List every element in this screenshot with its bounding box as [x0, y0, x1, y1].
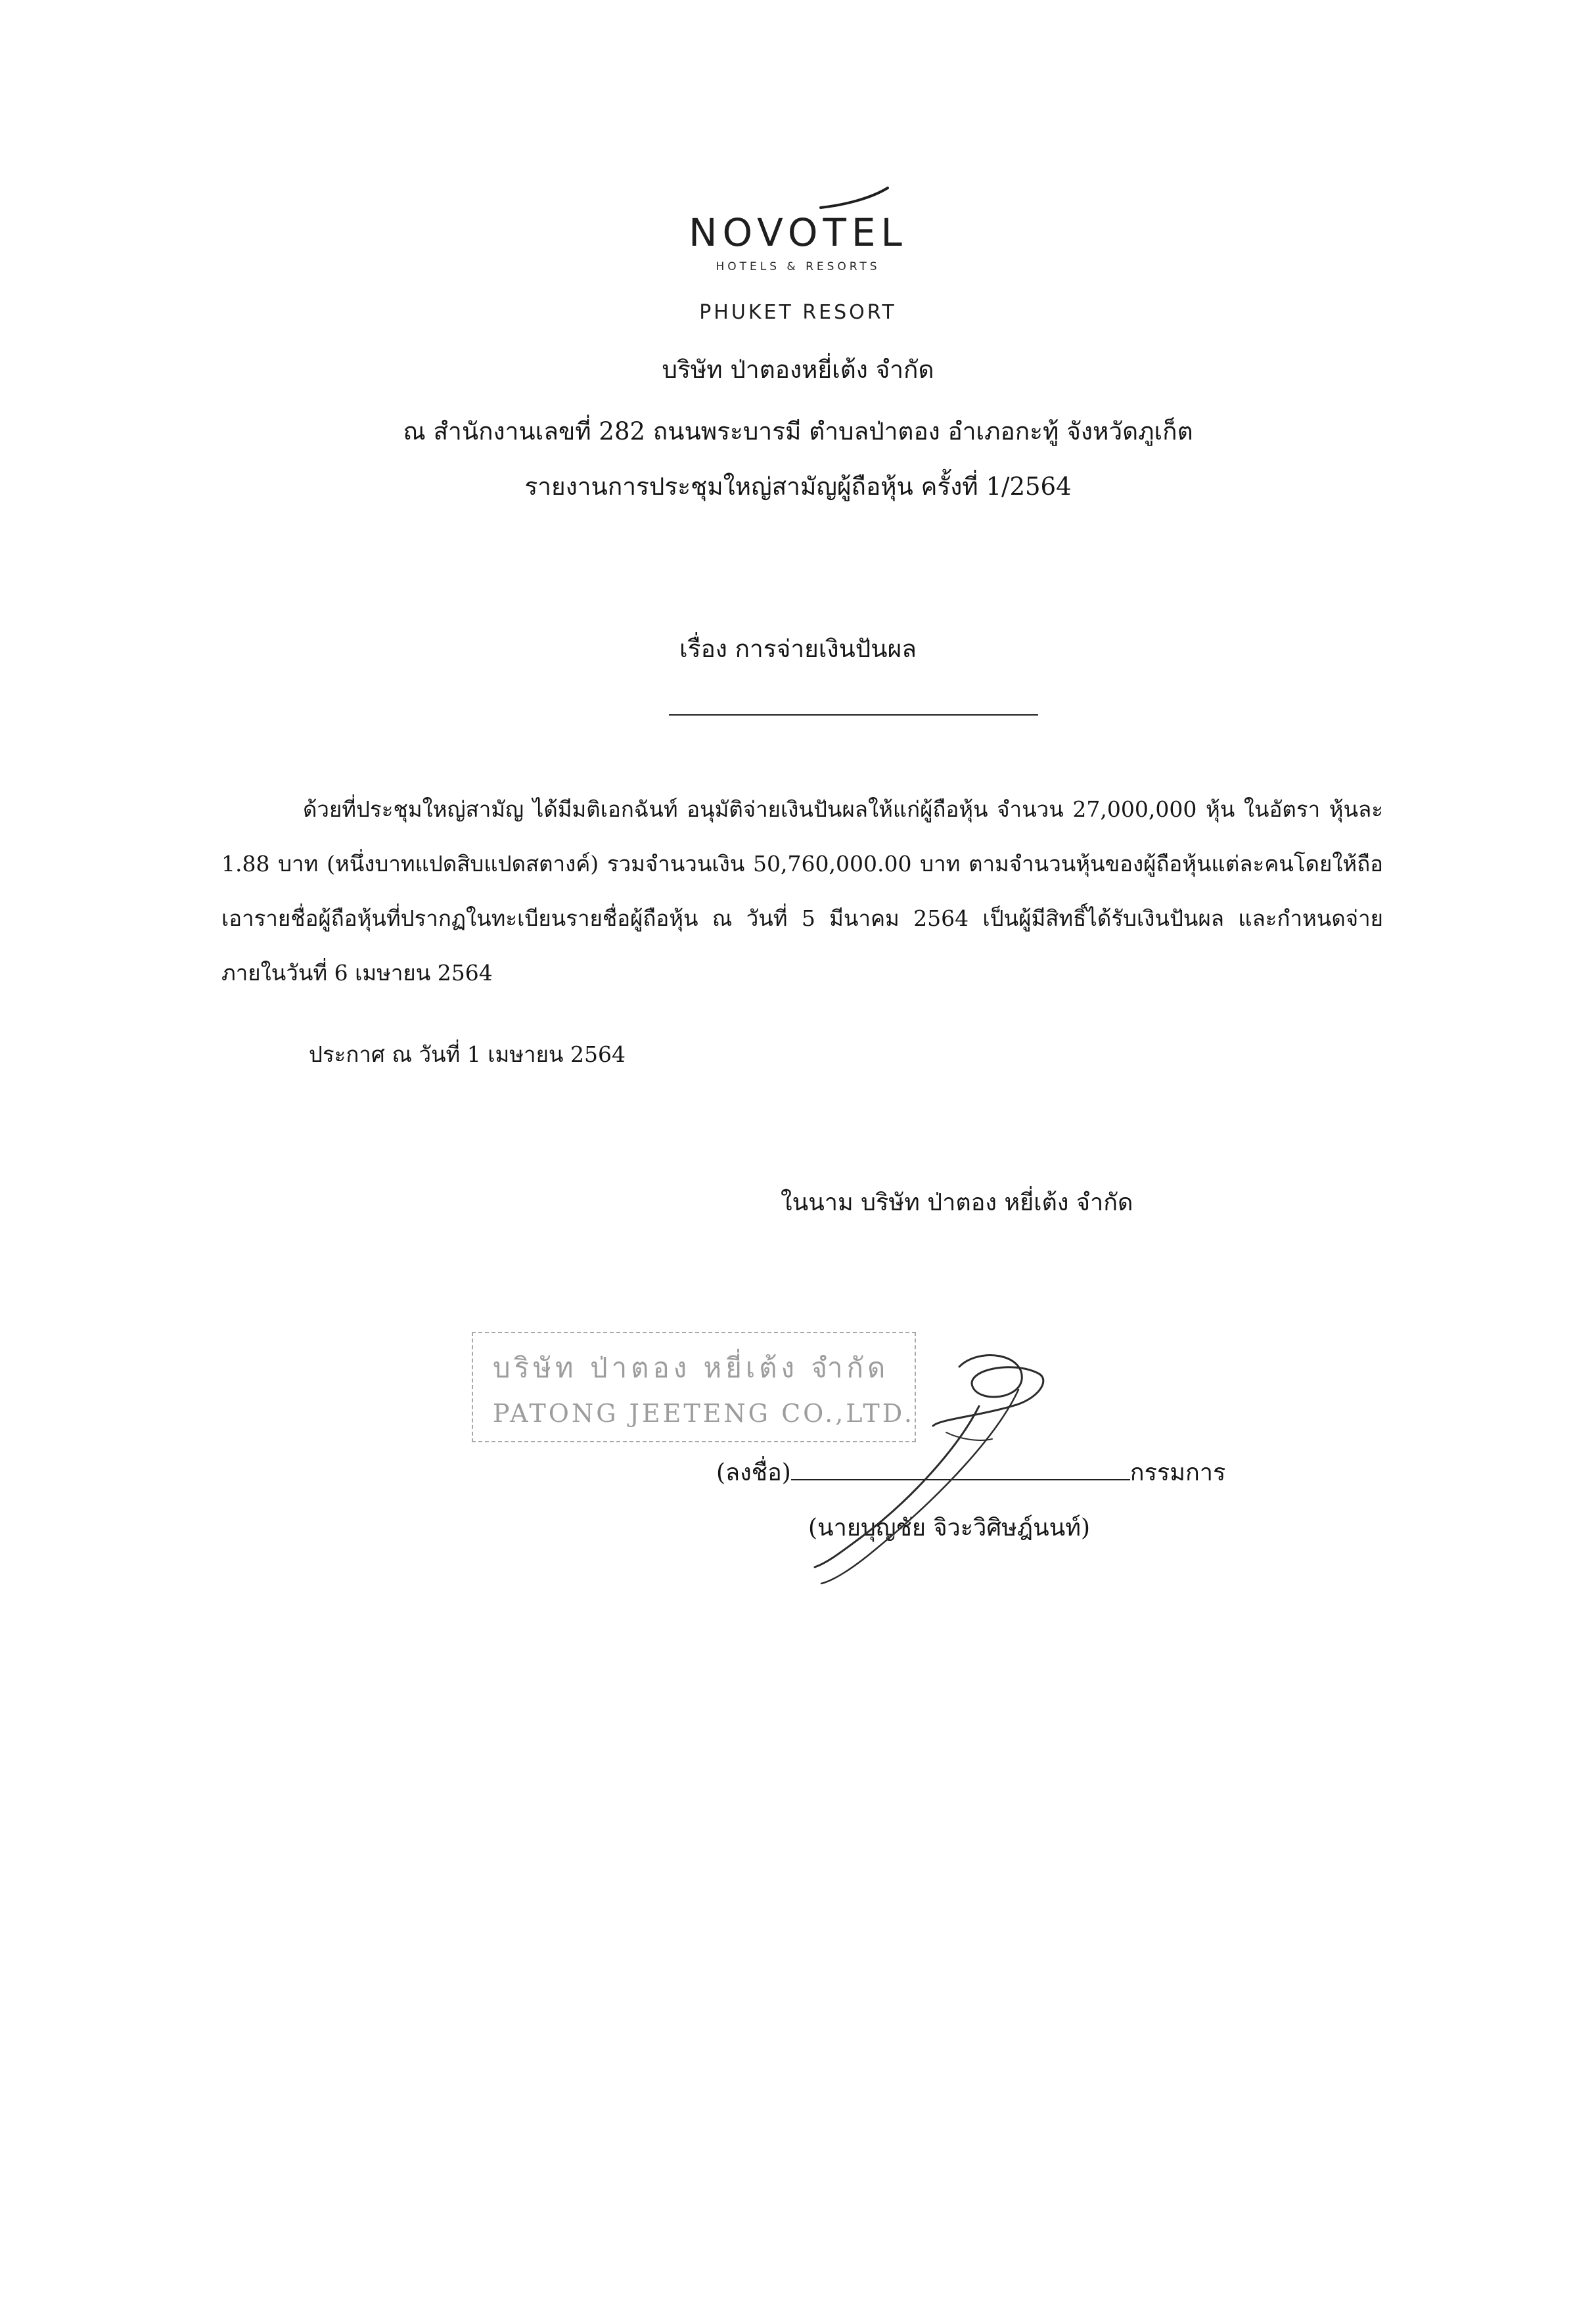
logo-brand: NOVOTEL: [689, 210, 907, 255]
announcement-date: ประกาศ ณ วันที่ 1 เมษายน 2564: [309, 1041, 626, 1067]
stamp-english-text: PATONG JEETENG CO.,LTD.: [493, 1399, 915, 1428]
subject-divider: [669, 714, 1038, 716]
stamp-thai-text: บริษัท ป่าตอง หยี่เต้ง จำกัด: [493, 1352, 890, 1384]
sign-label: (ลงชื่อ): [716, 1459, 791, 1486]
logo-tagline: HOTELS & RESORTS: [716, 260, 880, 273]
signer-title: กรรมการ: [1129, 1459, 1226, 1486]
subject-line: เรื่อง การจ่ายเงินปันผล: [679, 635, 917, 663]
handwritten-signature: [762, 1340, 1156, 1597]
on-behalf-line: ในนาม บริษัท ป่าตอง หยี่เต้ง จำกัด: [781, 1189, 1133, 1216]
novotel-logo-swoosh: [818, 185, 890, 212]
logo-location: PHUKET RESORT: [699, 301, 897, 324]
company-address: ณ สำนักงานเลขที่ 282 ถนนพระบารมี ตำบลป่าตอง อำเภอกะทู้ จังหวัดภูเก็ต: [403, 417, 1193, 445]
meeting-report-title: รายงานการประชุมใหญ่สามัญผู้ถือหุ้น ครั้งที่ 1/2564: [524, 472, 1072, 501]
company-name: บริษัท ป่าตองหยี่เต้ง จำกัด: [662, 355, 934, 384]
signer-name: (นายบุญชัย จิวะวิศิษฎ์นนท์): [808, 1515, 1091, 1541]
dividend-announcement-body: ด้วยที่ประชุมใหญ่สามัญ ได้มีมติเอกฉันท์ อนุมัติจ่ายเงินปันผลให้แก่ผู้ถือหุ้น จำนวน 27,000,000 หุ้น ในอัตรา หุ้นละ 1.88 บาท (หนึ่งบาทแปดสิบแปดสตางค์) รวมจำนวนเงิน 50,760,000.00 บาท ตามจำนวนหุ้นของผู้ถือหุ้นแต่ละคนโดยให้ถือเอารายชื่อผู้ถือหุ้นที่ปรากฏในทะเบียนรายชื่อผู้ถือหุ้น ณ วันที่ 5 มีนาคม 2564 เป็นผู้มีสิทธิ์ได้รับเงินปันผล และกำหนดจ่ายภายในวันที่ 6 เมษายน 2564: [221, 796, 1383, 986]
